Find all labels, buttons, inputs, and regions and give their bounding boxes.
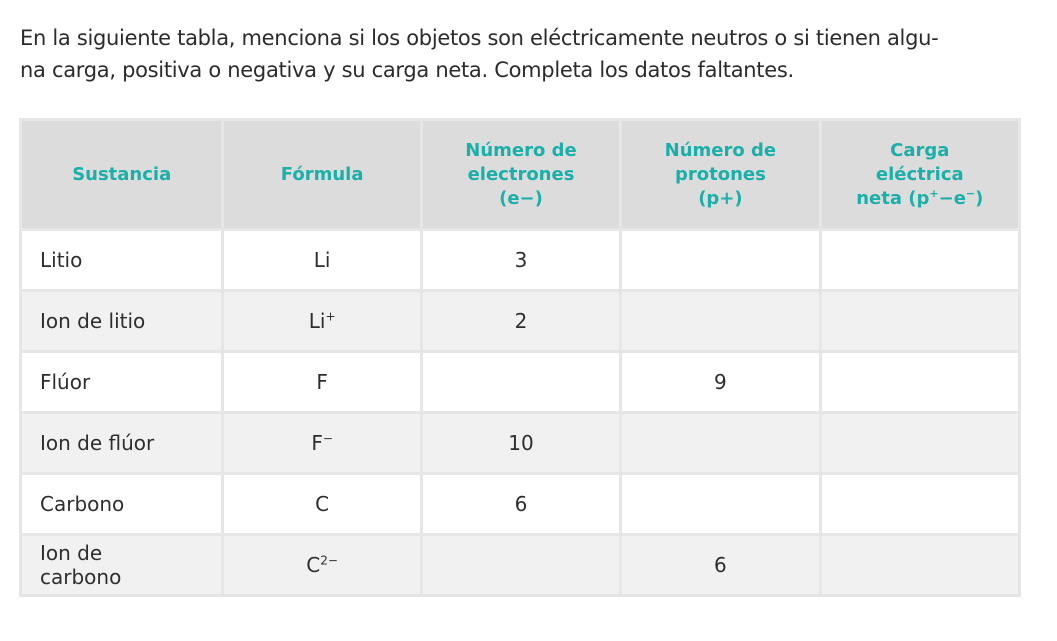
substances-table (19, 118, 1021, 597)
table-header-row (22, 121, 1018, 228)
cell-formula (224, 231, 419, 289)
cell-carga[interactable] (822, 536, 1018, 594)
cell-protones[interactable] (622, 475, 818, 533)
header-carga-sup-minus: − (965, 186, 976, 200)
header-protones (622, 121, 818, 228)
cell-carga[interactable] (822, 475, 1018, 533)
cell-carga[interactable] (822, 353, 1018, 411)
formula-symbol: C (306, 553, 321, 577)
header-carga-sup-plus: + (929, 186, 939, 200)
cell-electrones[interactable]: 6 (423, 475, 619, 533)
header-protones-line-2: protones (674, 163, 766, 185)
cell-sustancia-line-2: carbono (40, 565, 122, 589)
header-electrones-line-2: electrones (467, 163, 575, 185)
cell-sustancia: Ion de litio (22, 292, 221, 350)
formula-charge: 2− (320, 553, 338, 568)
cell-formula (224, 353, 419, 411)
table-row (22, 353, 1018, 411)
instructions-line-1: En la siguiente tabla, menciona si los objetos son eléctricamente neutros o si tienen algu- (20, 26, 939, 50)
table-row (22, 475, 1018, 533)
table-row (22, 231, 1018, 289)
cell-protones[interactable]: 9 (622, 353, 818, 411)
cell-electrones[interactable] (423, 536, 619, 594)
cell-sustancia: Ion de flúor (22, 414, 221, 472)
table-row (22, 292, 1018, 350)
cell-protones[interactable] (622, 414, 818, 472)
cell-formula (224, 292, 419, 350)
header-carga-text-c: ) (975, 187, 984, 209)
formula-symbol: F (311, 431, 323, 455)
table-row (22, 536, 1018, 594)
cell-protones[interactable]: 6 (622, 536, 818, 594)
cell-sustancia: Carbono (22, 475, 221, 533)
cell-sustancia: Flúor (22, 353, 221, 411)
header-formula (224, 121, 419, 228)
cell-sustancia-line-1: Ion de (40, 541, 103, 565)
cell-protones[interactable] (622, 231, 818, 289)
header-protones-line-3: (p+) (698, 187, 743, 209)
cell-sustancia (22, 536, 221, 594)
header-protones-line-1: Número de (664, 139, 777, 161)
header-carga-line-1: Carga (890, 139, 950, 161)
cell-formula (224, 536, 419, 594)
header-carga (822, 121, 1018, 228)
instructions-line-2: na carga, positiva o negativa y su carga neta. Completa los datos faltantes. (20, 58, 794, 82)
cell-electrones[interactable]: 2 (423, 292, 619, 350)
cell-sustancia: Litio (22, 231, 221, 289)
cell-formula (224, 475, 419, 533)
formula-charge: + (325, 309, 336, 324)
cell-formula (224, 414, 419, 472)
formula-symbol: Li (308, 309, 326, 333)
header-sustancia-label: Sustancia (72, 163, 172, 185)
cell-carga[interactable] (822, 414, 1018, 472)
formula-symbol: Li (313, 248, 331, 272)
header-carga-text-a: neta (p (856, 187, 930, 209)
header-sustancia (22, 121, 221, 228)
cell-electrones[interactable] (423, 353, 619, 411)
header-carga-line-2: eléctrica (875, 163, 964, 185)
header-carga-line-3 (828, 187, 1012, 211)
cell-carga[interactable] (822, 231, 1018, 289)
header-electrones-line-1: Número de (465, 139, 577, 161)
formula-symbol: F (316, 370, 328, 394)
table-row (22, 414, 1018, 472)
header-electrones (423, 121, 619, 228)
header-formula-label: Fórmula (280, 163, 364, 185)
cell-electrones[interactable]: 10 (423, 414, 619, 472)
instructions-text (20, 22, 1040, 86)
header-electrones-line-3: (e−) (499, 187, 543, 209)
formula-charge: − (322, 431, 333, 446)
cell-carga[interactable] (822, 292, 1018, 350)
cell-protones[interactable] (622, 292, 818, 350)
cell-electrones[interactable]: 3 (423, 231, 619, 289)
header-carga-text-b: −e (938, 187, 966, 209)
formula-symbol: C (315, 492, 330, 516)
